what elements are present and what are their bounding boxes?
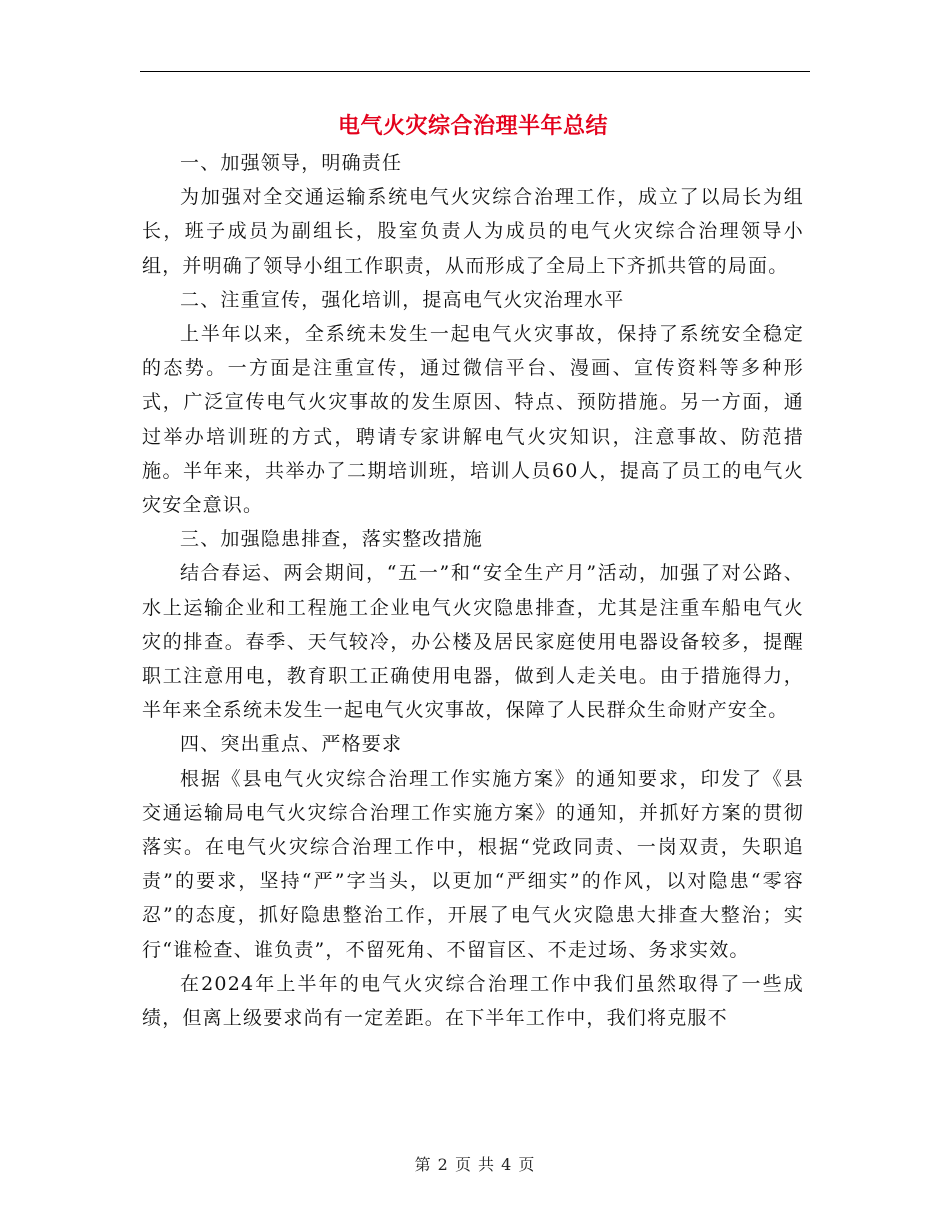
- section-heading-4: 四、突出重点、严格要求: [180, 733, 403, 756]
- section-heading-1: 一、加强领导，明确责任: [180, 152, 403, 174]
- section-4-paragraph-2: 在2024年上半年的电气火灾综合治理工作中我们虽然取得了一些成绩，但离上级要求尚有一定差距。在下半年工作中，我们将克服不: [142, 972, 804, 1030]
- section-2-paragraph-1: 上半年以来，全系统未发生一起电气火灾事故，保持了系统安全稳定的态势。一方面是注重宣传，通过微信平台、漫画、宣传资料等多种形式，广泛宣传电气火灾事故的发生原因、特点、预防措施。另一方面，通过举办培训班的方式，聘请专家讲解电气火灾知识，注意事故、防范措施。半年来，共举办了二期培训班，培训人员60人，提高了员工的电气火灾安全意识。: [142, 323, 804, 517]
- document-body: [142, 106, 804, 1035]
- section-heading-2: 二、注重宣传，强化培训，提高电气火灾治理水平: [180, 288, 625, 311]
- section-3-paragraph-1: 结合春运、两会期间，“五一”和“安全生产月”活动，加强了对公路、水上运输企业和工程施工企业电气火灾隐患排查，尤其是注重车船电气火灾的排查。春季、天气较冷，办公楼及居民家庭使用电器设备较多，提醒职工注意用电，教育职工正确使用电器，做到人走关电。由于措施得力，半年来全系统未发生一起电气火灾事故，保障了人民群众生命财产安全。: [142, 562, 804, 722]
- section-1-paragraph-1: 为加强对全交通运输系统电气火灾综合治理工作，成立了以局长为组长，班子成员为副组长，股室负责人为成员的电气火灾综合治理领导小组，并明确了领导小组工作职责，从而形成了全局上下齐抓共管的局面。: [142, 186, 804, 277]
- page-number-footer: 第 2 页 共 4 页: [414, 1155, 536, 1174]
- document-title: 电气火灾综合治理半年总结: [337, 113, 608, 139]
- section-heading-3: 三、加强隐患排查，落实整改措施: [180, 528, 484, 551]
- section-4-paragraph-1: 根据《县电气火灾综合治理工作实施方案》的通知要求，印发了《县交通运输局电气火灾综合治理工作实施方案》的通知，并抓好方案的贯彻落实。在电气火灾综合治理工作中，根据“党政同责、一岗双责，失职追责”的要求，坚持“严”字当头，以更加“严细实”的作风，以对隐患“零容忍”的态度，抓好隐患整治工作，开展了电气火灾隐患大排查大整治；实行“谁检查、谁负责”，不留死角、不留盲区、不走过场、务求实效。: [142, 767, 804, 961]
- header-rule: [140, 71, 810, 72]
